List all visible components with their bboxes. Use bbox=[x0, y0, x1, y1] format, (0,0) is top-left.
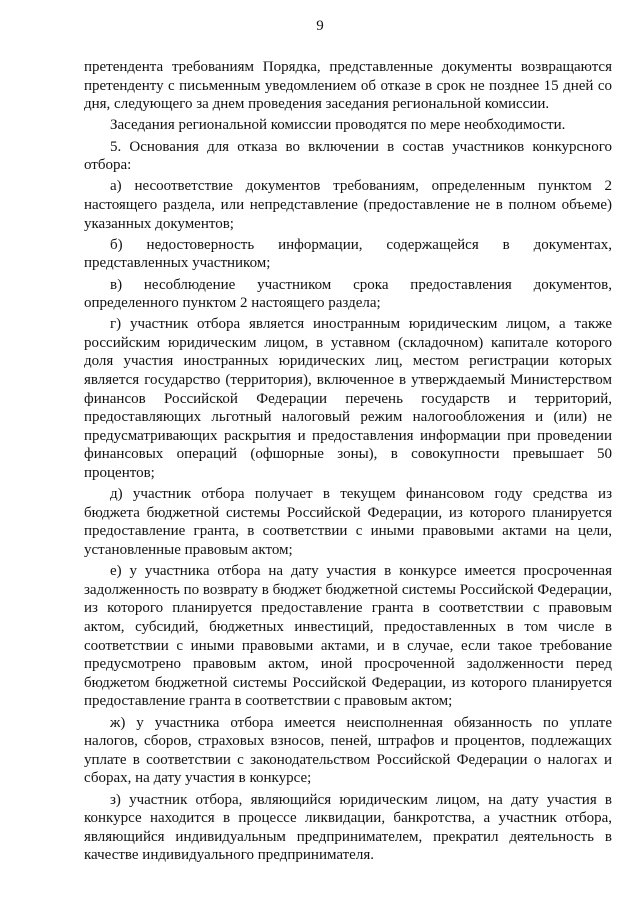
list-item-d: д) участник отбора получает в текущем финансовом году средства из бюджета бюджетной системы Российской Федерации, из которого планируется предоставление гранта, в соответствии с иными правовыми актами на цели, установленные правовым актом; bbox=[84, 486, 612, 558]
list-item-zh: ж) у участника отбора имеется неисполненная обязанность по уплате налогов, сборов, страховых взносов, пеней, штрафов и процентов, подлежащих уплате в соответствии с законодательством Российской Федерации о налогах и сборах, на дату участия в конкурсе; bbox=[84, 714, 612, 787]
list-item-a: а) несоответствие документов требованиям, определенным пунктом 2 настоящего раздела, или непредставление (предоставление не в полном объеме) указанных документов; bbox=[84, 178, 612, 232]
paragraph-meetings: Заседания региональной комиссии проводятся по мере необходимости. bbox=[110, 117, 566, 134]
list-item-v: в) несоблюдение участником срока предоставления документов, определенного пунктом 2 настоящего раздела; bbox=[84, 276, 612, 312]
page-number: 9 bbox=[316, 18, 324, 34]
paragraph-continuation: претендента требованиям Порядка, представленные документы возвращаются претенденту с письменным уведомлением об отказе в срок не позднее 15 дней со дня, следующего за днем проведения заседания региональной комиссии. bbox=[84, 59, 612, 113]
document-body bbox=[84, 58, 612, 867]
list-item-z: з) участник отбора, являющийся юридическим лицом, на дату участия в конкурсе находится в процессе ликвидации, банкротства, а участник отбора, являющийся индивидуальным предпринимателем, прекратил деятельность в качестве индивидуального предпринимателя. bbox=[84, 791, 612, 864]
list-item-g: г) участник отбора является иностранным юридическим лицом, а также российским юридическим лицом, в уставном (складочном) капитале которого доля участия иностранных юридических лиц, местом регистрации которых является государство (территория), включенное в утверждаемый Министерством финансов Российской Федерации перечень государств и территорий, предоставляющих льготный налоговый режим налогообложения и (или) не предусматривающих раскрытия и предоставления информации при проведении финансовых операций (офшорные зоны), в совокупности превышает 50 процентов; bbox=[84, 316, 612, 482]
paragraph-section-5: 5. Основания для отказа во включении в состав участников конкурсного отбора: bbox=[84, 138, 612, 174]
list-item-e: е) у участника отбора на дату участия в конкурсе имеется просроченная задолженность по возврату в бюджет бюджетной системы Российской Федерации, из которого планируется предоставление гранта в соответствии с правовым актом, субсидий, бюджетных инвестиций, предоставленных в том числе в соответствии с иными правовыми актами, и в случае, если такое требование предусмотрено правовым актом, иной просроченной задолженности перед бюджетом бюджетной системы Российской Федерации, из которого планируется предоставление гранта в соответствии с правовым актом; bbox=[84, 563, 612, 710]
list-item-b: б) недостоверность информации, содержащейся в документах, представленных участником; bbox=[84, 236, 612, 272]
